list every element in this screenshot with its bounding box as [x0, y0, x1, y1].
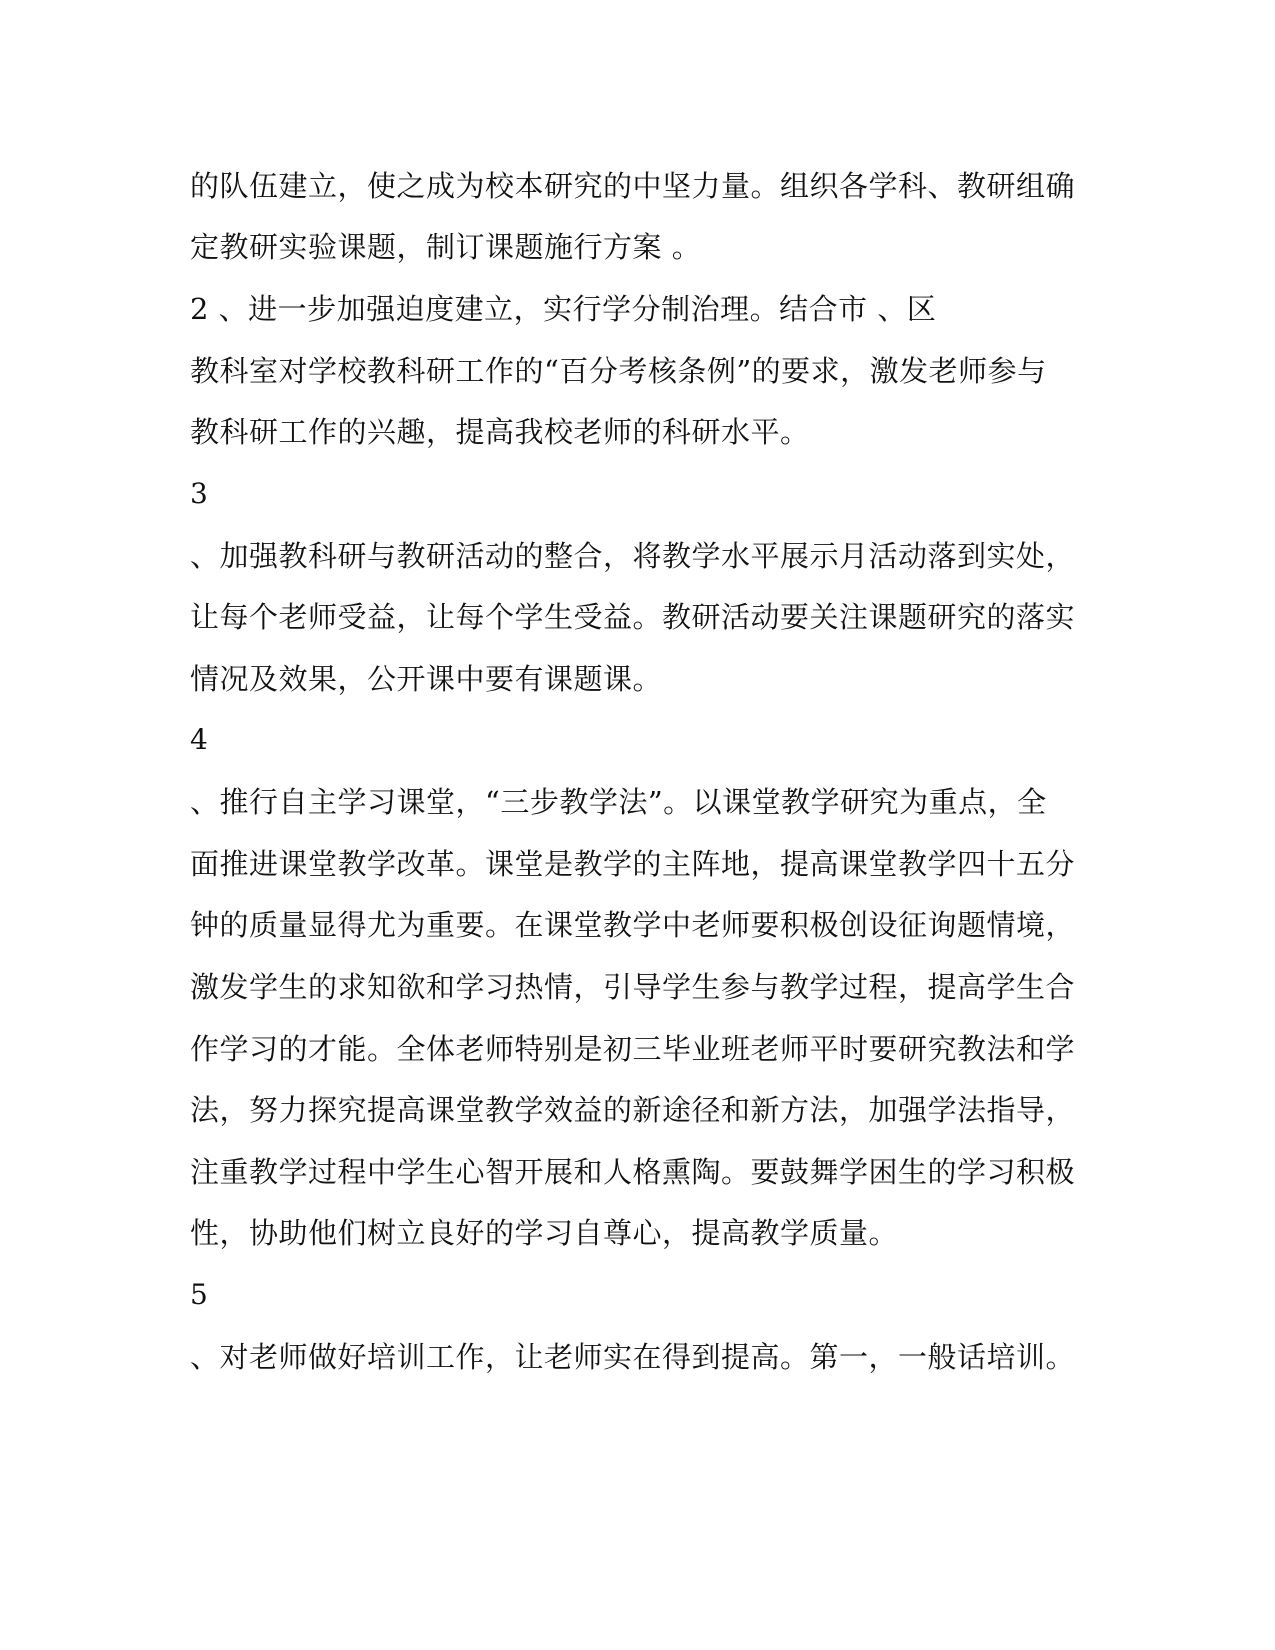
- text-line-17: 注重教学过程中学生心智开展和人格熏陶。要鼓舞学困生的学习积极: [190, 1155, 1076, 1189]
- text-line-16: 法，努力探究提高课堂教学效益的新途径和新方法，加强学法指导，: [190, 1093, 1076, 1127]
- text-line-18: 性，协助他们树立良好的学习自尊心，提高教学质量。: [190, 1216, 899, 1250]
- text-line-9: 情况及效果，公开课中要有课题课。: [190, 662, 663, 696]
- text-line-5: 教科研工作的兴趣，提高我校老师的科研水平。: [190, 415, 810, 449]
- text-line-14: 激发学生的求知欲和学习热情，引导学生参与教学过程，提高学生合: [190, 970, 1076, 1004]
- item-number-5: 5: [190, 1278, 209, 1311]
- text-line-8: 让每个老师受益，让每个学生受益。教研活动要关注课题研究的落实: [190, 600, 1076, 634]
- text-line-15: 作学习的才能。全体老师特别是初三毕业班老师平时要研究教法和学: [190, 1032, 1076, 1066]
- text-line-4: 教科室对学校教科研工作的“百分考核条例”的要求，激发老师参与: [190, 354, 1047, 388]
- text-line-20: 、对老师做好培训工作，让老师实在得到提高。第一，一般话培训。: [190, 1340, 1076, 1374]
- text-line-2: 定教研实验课题，制订课题施行方案 。: [190, 230, 702, 264]
- text-line-3: 2 、进一步加强迫度建立，实行学分制治理。结合市 、区: [190, 292, 937, 326]
- text-line-7: 、加强教科研与教研活动的整合，将教学水平展示月活动落到实处，: [190, 539, 1076, 573]
- text-line-12: 面推进课堂教学改革。课堂是教学的主阵地，提高课堂教学四十五分: [190, 847, 1076, 881]
- item-number-4: 4: [190, 723, 209, 756]
- text-line-13: 钟的质量显得尤为重要。在课堂教学中老师要积极创设征询题情境，: [190, 908, 1076, 942]
- text-line-11: 、推行自主学习课堂，“三步教学法”。以课堂教学研究为重点，全: [190, 785, 1047, 819]
- item-number-3: 3: [190, 477, 209, 510]
- text-line-1: 的队伍建立，使之成为校本研究的中坚力量。组织各学科、教研组确: [190, 169, 1076, 203]
